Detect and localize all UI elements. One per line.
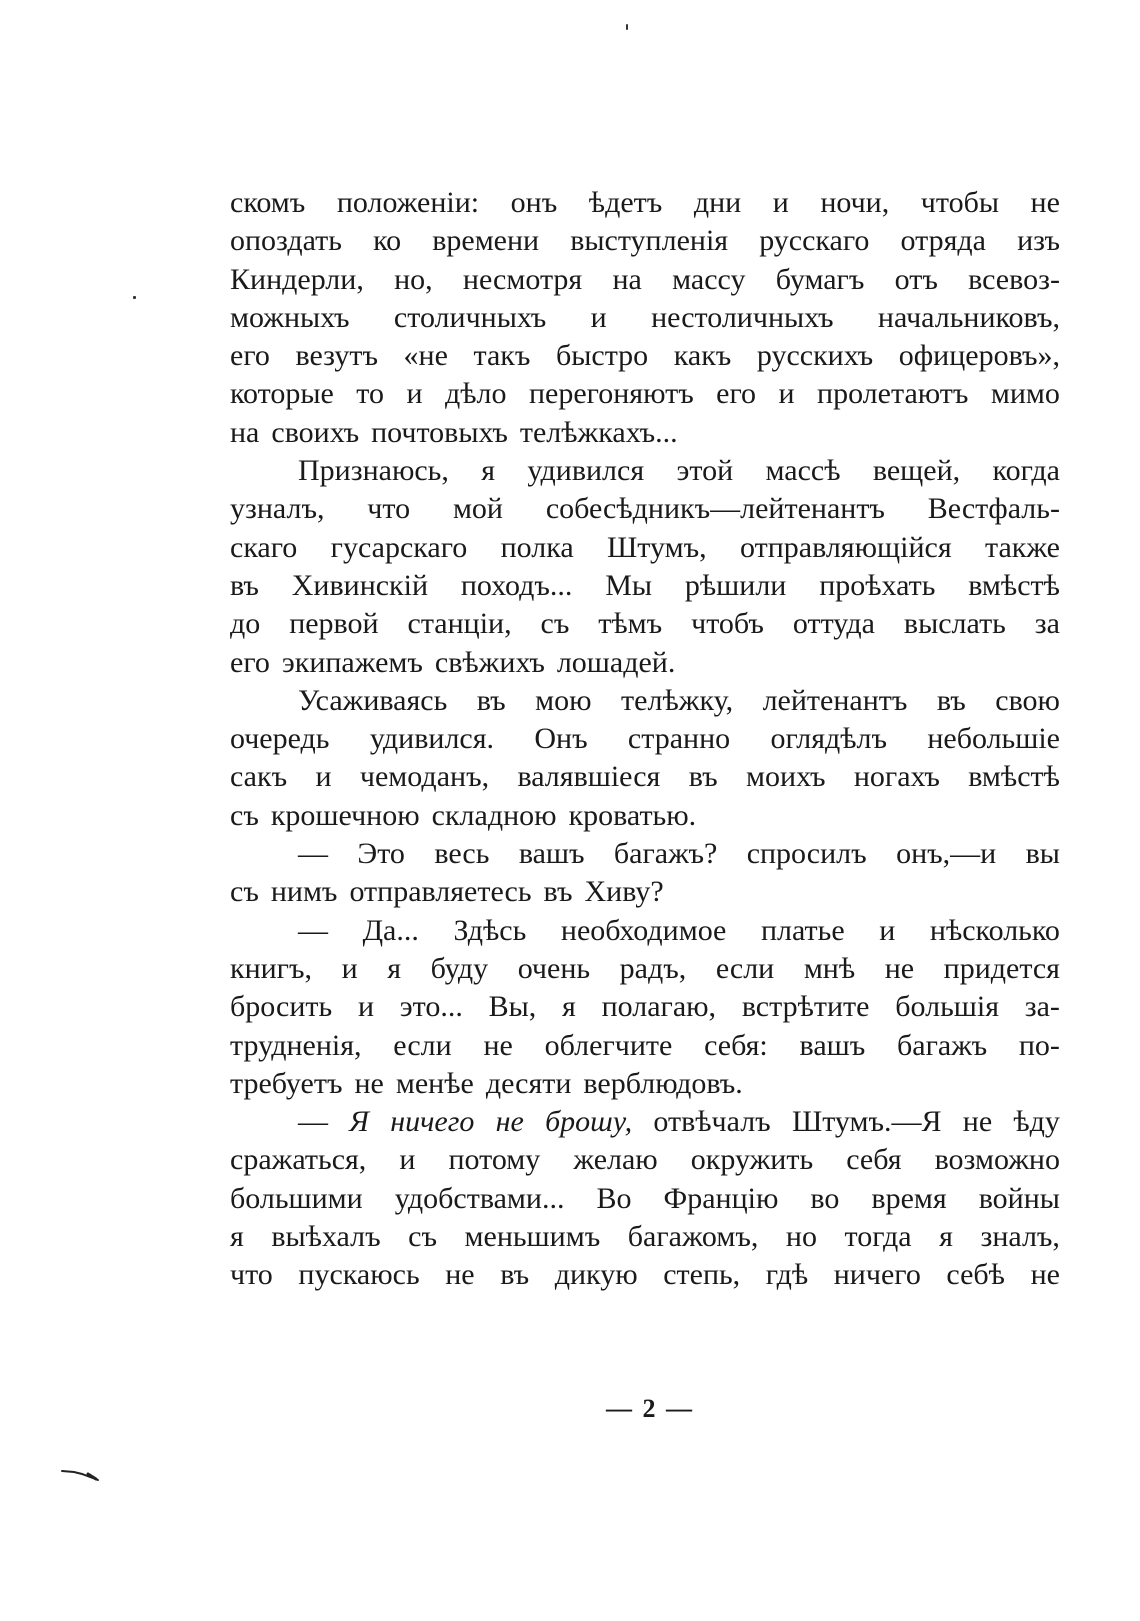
text-word: очередь <box>230 722 330 756</box>
text-word: странно <box>627 722 731 756</box>
text-word: перегоняютъ <box>528 377 694 411</box>
text-word: съ <box>408 1220 437 1254</box>
text-word: и <box>399 1143 416 1177</box>
text-word: почтовыхъ <box>371 415 508 449</box>
text-word: положеніи: <box>336 186 480 219</box>
text-word: отвѣчалъ <box>653 1105 771 1139</box>
text-word: выѣхалъ <box>271 1220 381 1254</box>
text-word: брошу, <box>545 1105 633 1139</box>
text-word: встрѣтите <box>741 990 870 1024</box>
text-word: на <box>230 415 260 449</box>
text-word: пускаюсь <box>298 1258 420 1292</box>
text-word: времени <box>432 224 540 258</box>
text-word: но <box>785 1220 817 1254</box>
text-word: буду <box>430 951 489 985</box>
text-word: везутъ <box>295 339 378 373</box>
text-word: ногахъ <box>853 760 940 794</box>
text-word: Признаюсь, <box>298 454 449 488</box>
text-word: отправляетесь <box>349 875 532 909</box>
text-line <box>230 414 1060 452</box>
text-word: желаю <box>573 1143 658 1177</box>
text-line <box>230 490 1060 528</box>
text-word: лошадей. <box>556 645 676 679</box>
text-line <box>230 375 1060 413</box>
body-text <box>230 184 1060 1295</box>
text-word: рѣшили <box>684 568 787 602</box>
text-word: быстро <box>555 339 649 373</box>
text-word: большія <box>895 990 999 1024</box>
text-word: пролетаютъ <box>817 377 969 411</box>
text-word: — <box>298 913 328 947</box>
text-word: не <box>445 1258 475 1292</box>
text-word: нестоличныхъ <box>651 300 834 334</box>
text-line <box>230 912 1060 950</box>
text-word: облегчите <box>544 1028 673 1062</box>
text-word: отъ <box>894 262 938 296</box>
text-word: возможно <box>934 1143 1060 1177</box>
text-word: Во <box>596 1181 632 1215</box>
text-word: весь <box>434 837 490 871</box>
text-word: дѣло <box>444 377 507 411</box>
text-word: багажъ <box>897 1028 988 1062</box>
text-word: не <box>962 1105 993 1139</box>
text-word: зналъ, <box>980 1220 1060 1254</box>
text-line <box>230 1027 1060 1065</box>
text-word: выступленія <box>570 224 729 258</box>
text-word: вмѣстѣ <box>968 760 1060 794</box>
text-line <box>230 337 1060 375</box>
text-word: проѣхать <box>819 568 936 602</box>
text-word: въ <box>500 1258 530 1292</box>
text-word: меньшимъ <box>464 1220 601 1254</box>
text-word: по- <box>1018 1028 1060 1062</box>
text-word: тогда <box>844 1220 912 1254</box>
text-word: въ <box>230 568 259 602</box>
text-word: начальниковъ, <box>877 300 1060 334</box>
text-word: Я <box>349 1105 369 1139</box>
text-word: также <box>984 530 1060 564</box>
text-word: дни <box>693 186 742 219</box>
text-word: полка <box>500 530 574 564</box>
text-word: его <box>716 377 757 411</box>
text-word: собесѣдникъ—лейтенантъ <box>545 492 885 526</box>
text-word: окружить <box>690 1143 814 1177</box>
text-word: придется <box>943 951 1060 985</box>
text-word: отправляющійся <box>739 530 952 564</box>
text-word: за- <box>1024 990 1060 1024</box>
text-word: узналъ, <box>230 492 325 526</box>
text-word: кроватью. <box>568 798 697 832</box>
text-word: сражаться, <box>230 1143 367 1177</box>
text-word: Штумъ.—Я <box>791 1105 942 1139</box>
text-word: во <box>810 1181 840 1215</box>
text-word: если <box>393 1028 452 1062</box>
text-word: нимъ <box>270 875 338 909</box>
text-word: походъ... <box>460 568 573 602</box>
text-word: спросилъ <box>746 837 867 871</box>
text-word: оттуда <box>792 607 875 641</box>
text-word: сакъ <box>230 760 288 794</box>
text-word: потому <box>448 1143 541 1177</box>
text-word: складною <box>431 798 557 832</box>
text-word: и <box>406 377 423 411</box>
text-word: мимо <box>990 377 1060 411</box>
text-word: его <box>230 645 270 679</box>
text-word: не <box>483 1028 513 1062</box>
text-word: съ <box>230 798 259 832</box>
text-word: съ <box>540 607 570 641</box>
text-line <box>230 184 1060 222</box>
text-line <box>230 1065 1060 1103</box>
text-word: не <box>1030 186 1060 219</box>
text-word: Хиву? <box>584 875 664 909</box>
text-word: можныхъ <box>230 300 350 334</box>
text-word: себѣ <box>946 1258 1005 1292</box>
text-word: вещей, <box>872 454 961 488</box>
text-word: мой <box>452 492 503 526</box>
text-word: книгъ, <box>230 951 313 985</box>
text-word: что <box>367 492 411 526</box>
text-word: время <box>871 1181 947 1215</box>
text-word: за <box>1034 607 1060 641</box>
text-word: небольшіе <box>927 722 1060 756</box>
text-word: бросить <box>230 990 333 1024</box>
text-word: массу <box>672 262 746 296</box>
text-word: русскаго <box>759 224 870 258</box>
text-line <box>230 720 1060 758</box>
text-line <box>230 605 1060 643</box>
text-word: оглядѣлъ <box>770 722 888 756</box>
text-word: нѣсколько <box>929 913 1060 947</box>
text-word: и <box>778 377 795 411</box>
text-word: этой <box>676 454 734 488</box>
text-word: то <box>356 377 385 411</box>
text-line <box>230 567 1060 605</box>
text-word: необходимое <box>560 913 727 947</box>
text-word: себя: <box>704 1028 768 1062</box>
text-word: это... <box>399 990 463 1024</box>
text-word: не <box>1030 1258 1060 1292</box>
text-word: своихъ <box>271 415 360 449</box>
text-word: телѣжку, <box>621 683 734 717</box>
text-word: ночи, <box>820 186 890 219</box>
text-word: но, <box>394 262 433 296</box>
text-line <box>230 1141 1060 1179</box>
text-word: мнѣ <box>803 951 856 985</box>
text-word: отряда <box>900 224 986 258</box>
text-word: ко <box>373 224 402 258</box>
text-word: и <box>590 300 607 334</box>
text-word: тѣмъ <box>598 607 663 641</box>
text-word: требуетъ <box>230 1066 343 1100</box>
text-word: столичныхъ <box>393 300 547 334</box>
text-word: опоздать <box>230 224 342 258</box>
text-word: верблюдовъ. <box>583 1066 743 1100</box>
text-word: ничего <box>390 1105 475 1139</box>
text-line <box>230 758 1060 796</box>
text-word: Мы <box>605 568 653 602</box>
text-word: валявшіеся <box>517 760 661 794</box>
text-word: Вы, <box>488 990 537 1024</box>
text-word: Штумъ, <box>607 530 707 564</box>
text-line <box>230 452 1060 490</box>
text-word: что <box>230 1258 273 1292</box>
text-word: я <box>562 990 576 1024</box>
text-word: степь, <box>663 1258 741 1292</box>
ink-speck <box>626 24 628 30</box>
text-word: въ <box>688 760 718 794</box>
text-word: вы <box>1025 837 1060 871</box>
text-word: менѣе <box>395 1066 474 1100</box>
text-word: себя <box>846 1143 902 1177</box>
text-line <box>230 873 1060 911</box>
text-word: съ <box>230 875 259 909</box>
text-word: и <box>879 913 896 947</box>
text-word: платье <box>760 913 845 947</box>
text-word: Вестфаль- <box>927 492 1060 526</box>
text-word: трудненія, <box>230 1028 362 1062</box>
text-word: десяти <box>485 1066 572 1100</box>
text-word: войны <box>978 1181 1060 1215</box>
text-word: свою <box>995 683 1060 717</box>
text-word: багажъ? <box>613 837 718 871</box>
text-word: Да... <box>362 913 419 947</box>
text-word: Это <box>357 837 405 871</box>
text-word: я <box>230 1220 244 1254</box>
text-line <box>230 797 1060 835</box>
text-word: моихъ <box>746 760 826 794</box>
ink-speck <box>133 296 136 299</box>
text-word: бумагъ <box>775 262 865 296</box>
text-word: скаго <box>230 530 298 564</box>
text-word: — <box>298 1105 328 1139</box>
text-line <box>230 529 1060 567</box>
text-word: его <box>230 339 270 373</box>
scan-artifact-mark <box>60 1468 104 1482</box>
text-word: радъ, <box>619 951 687 985</box>
text-word: Онъ <box>534 722 588 756</box>
text-word: вмѣстѣ <box>968 568 1060 602</box>
text-word: которые <box>230 377 334 411</box>
text-word: выслать <box>903 607 1006 641</box>
text-word: ѣду <box>1013 1105 1060 1139</box>
text-word: я <box>481 454 496 488</box>
text-line <box>230 1103 1060 1141</box>
text-word: я <box>387 951 402 985</box>
text-word: Здѣсь <box>453 913 527 947</box>
text-line <box>230 1180 1060 1218</box>
text-line <box>230 988 1060 1026</box>
text-word: такъ <box>473 339 531 373</box>
text-word: несмотря <box>462 262 583 296</box>
text-word: ничего <box>833 1258 921 1292</box>
text-word: онъ <box>510 186 558 219</box>
text-word: ѣдетъ <box>588 186 663 219</box>
text-word: и <box>772 186 789 219</box>
text-word: полагаю, <box>601 990 717 1024</box>
text-line <box>230 1256 1060 1294</box>
text-word: Францію <box>663 1181 779 1215</box>
text-word: я <box>939 1220 953 1254</box>
text-word: Хивинскій <box>291 568 429 602</box>
text-word: массѣ <box>765 454 841 488</box>
text-word: скомъ <box>230 186 306 219</box>
text-word: гусарскаго <box>330 530 468 564</box>
text-word: и <box>315 760 332 794</box>
text-line <box>230 682 1060 720</box>
text-word: телѣжкахъ... <box>519 415 678 449</box>
text-word: станціи, <box>407 607 512 641</box>
text-word: первой <box>289 607 379 641</box>
text-word: русскихъ <box>756 339 874 373</box>
text-word: Усаживаясь <box>298 683 448 717</box>
text-line <box>230 950 1060 988</box>
text-word: дикую <box>554 1258 638 1292</box>
text-word: всевоз- <box>968 262 1060 296</box>
text-line <box>230 261 1060 299</box>
text-line <box>230 1218 1060 1256</box>
text-line <box>230 644 1060 682</box>
text-word: не <box>495 1105 524 1139</box>
text-word: крошечною <box>270 798 420 832</box>
text-word: мою <box>535 683 592 717</box>
text-word: и <box>341 951 358 985</box>
text-word: удивился <box>527 454 645 488</box>
page-number: — 2 — <box>606 1394 694 1423</box>
text-line <box>230 299 1060 337</box>
text-word: на <box>612 262 642 296</box>
text-line <box>230 222 1060 260</box>
text-line <box>230 835 1060 873</box>
text-word: въ <box>543 875 573 909</box>
text-word: вашъ <box>518 837 585 871</box>
text-word: чтобы <box>920 186 999 219</box>
text-word: чемоданъ, <box>359 760 490 794</box>
text-word: какъ <box>673 339 732 373</box>
text-word: въ <box>936 683 966 717</box>
text-word: если <box>715 951 775 985</box>
text-word: багажомъ, <box>627 1220 759 1254</box>
text-word: — <box>298 837 328 871</box>
text-word: изъ <box>1017 224 1060 258</box>
text-word: онъ,—и <box>896 837 997 871</box>
text-word: лейтенантъ <box>762 683 908 717</box>
text-word: большими <box>230 1181 363 1215</box>
text-word: Киндерли, <box>230 262 364 296</box>
text-word: въ <box>476 683 506 717</box>
text-word: и <box>357 990 374 1024</box>
text-word: не <box>884 951 915 985</box>
text-word: удобствами... <box>394 1181 565 1215</box>
text-word: свѣжихъ <box>434 645 545 679</box>
text-word: чтобъ <box>691 607 764 641</box>
text-word: очень <box>517 951 591 985</box>
text-word: экипажемъ <box>281 645 423 679</box>
text-word: офицеровъ», <box>898 339 1060 373</box>
text-word: гдѣ <box>765 1258 809 1292</box>
text-word: до <box>230 607 261 641</box>
text-word: когда <box>992 454 1060 488</box>
text-word: «не <box>403 339 448 373</box>
text-word: удивился. <box>369 722 495 756</box>
text-word: не <box>354 1066 384 1100</box>
text-word: вашъ <box>799 1028 866 1062</box>
